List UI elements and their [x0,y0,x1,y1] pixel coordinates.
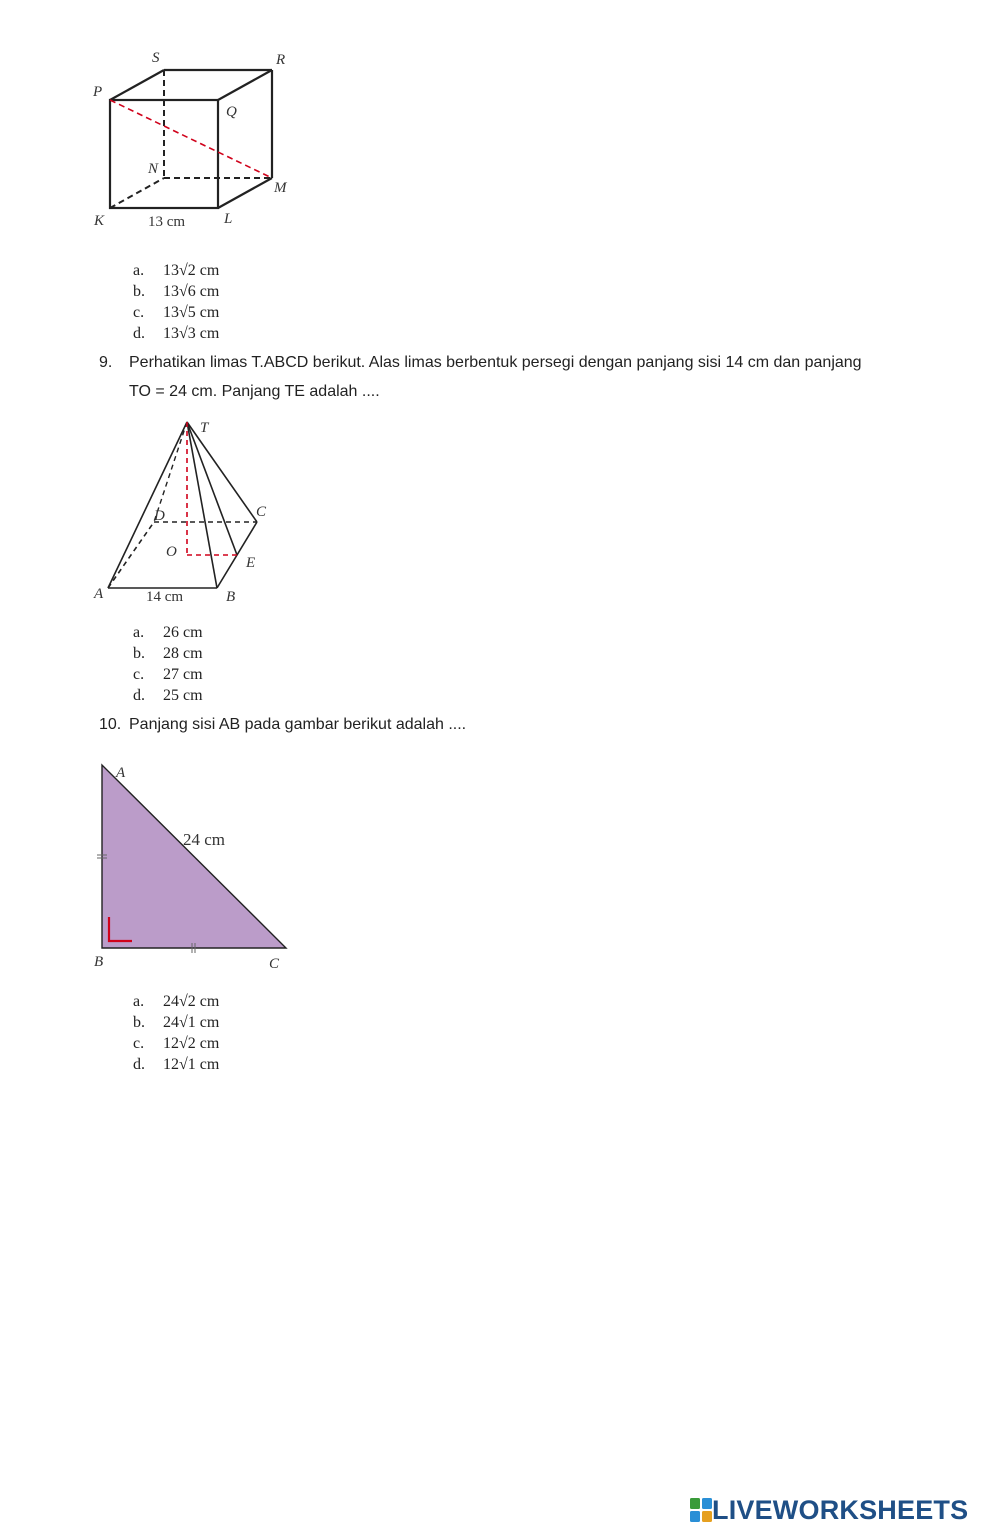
q10-option-d[interactable]: d. 12√1 cm [133,1056,220,1073]
logo-wordmark: LIVEWORKSHEETS [712,1494,969,1525]
q9-option-b[interactable]: b. 28 cm [133,645,203,662]
question-number: 9. [99,354,113,371]
label-C: C [269,956,280,972]
label-B: B [94,954,104,970]
dimension-label: 13 cm [148,214,186,230]
cube-figure [80,40,320,240]
edge-TC [187,422,257,522]
label-R: R [276,52,286,68]
question-text-line1: Perhatikan limas T.ABCD berikut. Alas limas berbentuk persegi dengan panjang sisi 14 cm dan panjang [129,354,862,371]
edge-TD [154,422,187,522]
label-T: T [200,420,209,436]
label-N: N [148,161,159,177]
edge-KN [110,178,164,208]
edge-TA [108,422,187,588]
label-P: P [93,84,103,100]
edge-PS [110,70,164,100]
edge-QR [218,70,272,100]
dimension-label: 14 cm [146,589,184,605]
q8-option-b[interactable]: b. 13√6 cm [133,283,220,300]
q9-option-c[interactable]: c. 27 cm [133,666,203,683]
label-D: D [154,508,165,524]
label-A: A [116,765,126,781]
edge-TB [187,422,217,588]
q10-option-c[interactable]: c. 12√2 cm [133,1035,220,1052]
q8-option-c[interactable]: c. 13√5 cm [133,304,220,321]
triangle-figure [88,755,308,975]
label-K: K [94,213,105,229]
label-C: C [256,504,267,520]
q9-option-a[interactable]: a. 26 cm [133,624,203,641]
q8-option-d[interactable]: d. 13√3 cm [133,325,220,342]
label-M: M [274,180,287,196]
label-B: B [226,589,236,605]
question-text: Panjang sisi AB pada gambar berikut adalah .... [129,716,467,733]
logo-icon [690,1498,712,1522]
label-O: O [166,544,177,560]
liveworksheets-logo[interactable] [690,1495,968,1525]
diagonal-PM [110,100,272,178]
pyramid-figure [88,410,288,610]
edge-AD [108,522,154,588]
q8-option-a[interactable]: a. 13√2 cm [133,262,220,279]
label-E: E [246,555,256,571]
label-Q: Q [226,104,237,120]
question-text-line2: TO = 24 cm. Panjang TE adalah .... [129,383,380,400]
question-10 [99,710,979,740]
q9-option-d[interactable]: d. 25 cm [133,687,203,704]
question-number: 10. [99,716,122,733]
slant-TE [187,422,237,555]
q10-option-a[interactable]: a. 24√2 cm [133,993,220,1010]
label-S: S [152,50,160,66]
label-L: L [224,211,233,227]
dimension-label: 24 cm [183,830,226,849]
question-9 [99,348,979,408]
triangle-ABC [102,765,286,948]
label-A: A [94,586,104,602]
edge-LM [218,178,272,208]
q10-option-b[interactable]: b. 24√1 cm [133,1014,220,1031]
